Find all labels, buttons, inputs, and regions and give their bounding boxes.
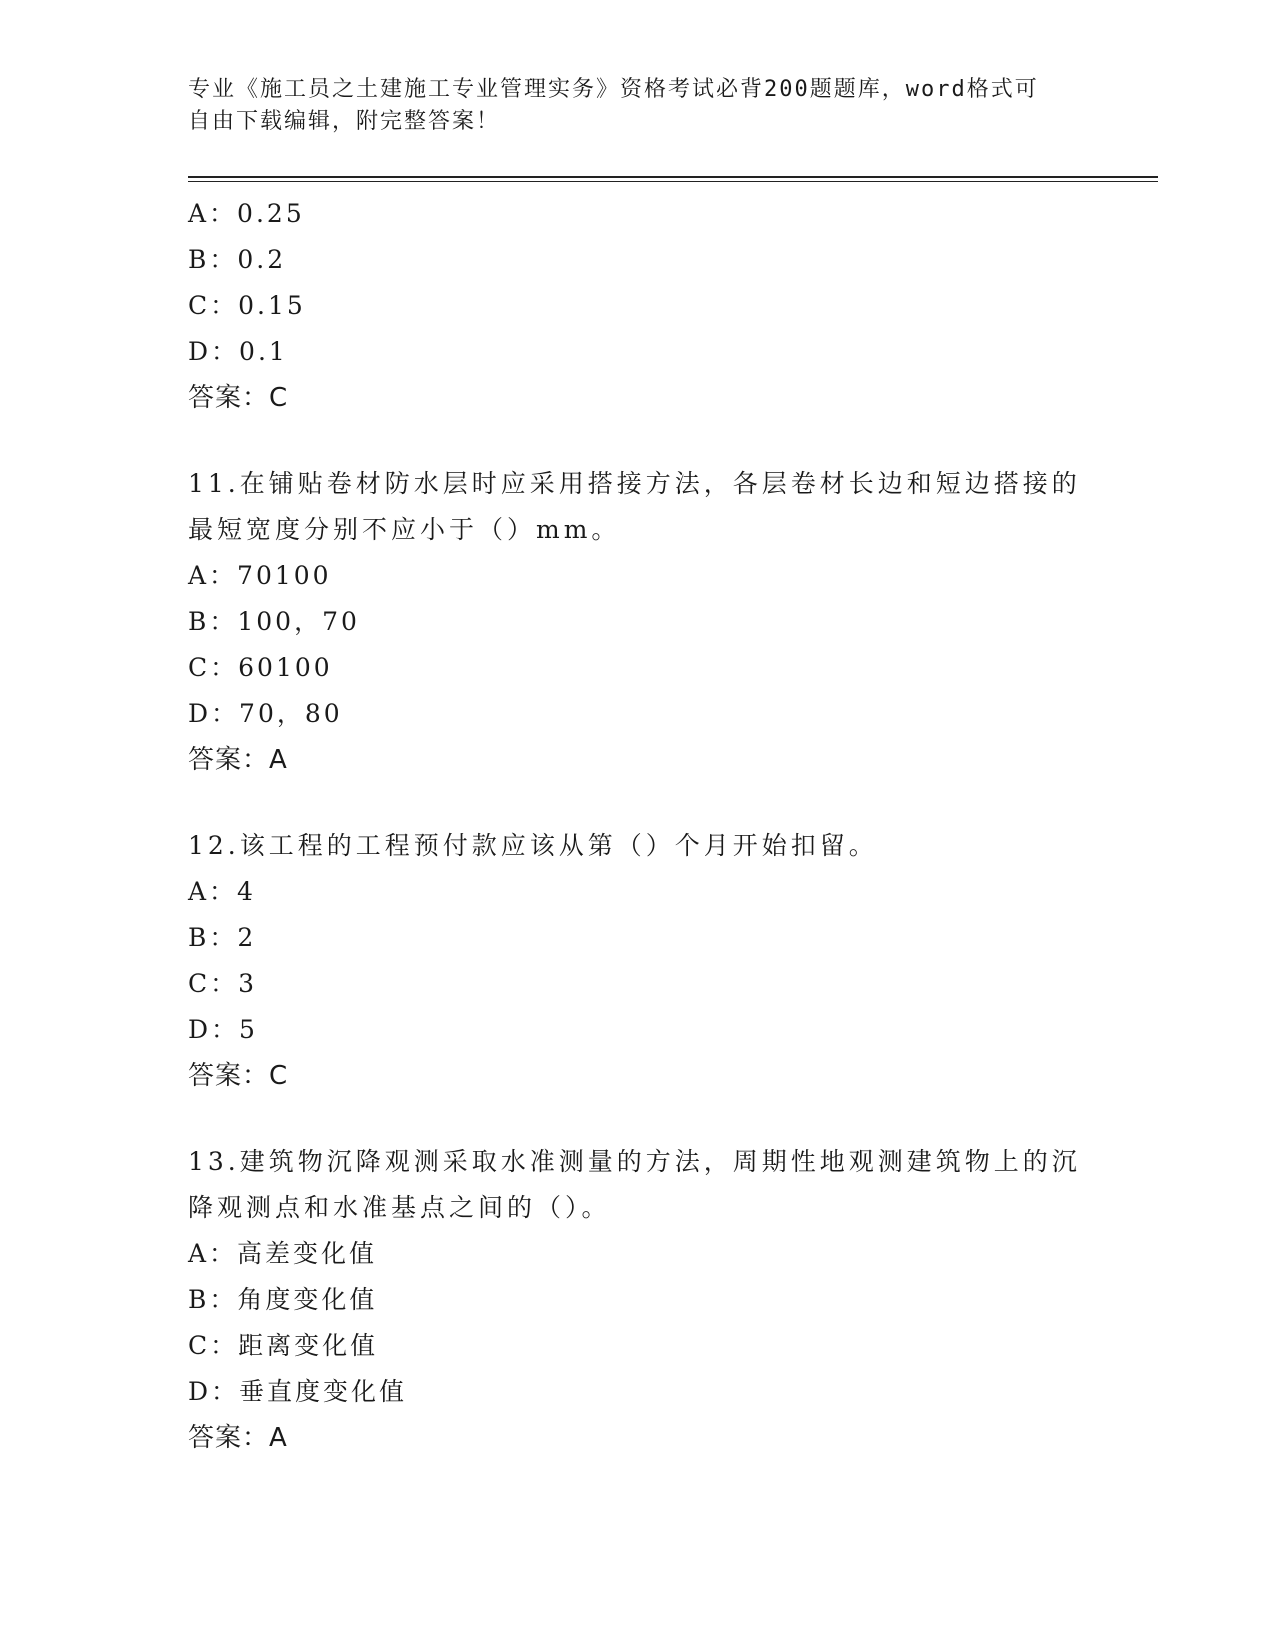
option-d: D：5 bbox=[188, 1015, 258, 1044]
question-13 bbox=[188, 1139, 1108, 1461]
option-d: D：70，80 bbox=[188, 699, 343, 728]
question-11 bbox=[188, 461, 1108, 783]
option-c: C：0.15 bbox=[188, 291, 306, 320]
document-header bbox=[188, 74, 1088, 138]
option-a: A：0.25 bbox=[188, 199, 305, 228]
question-text-line-2: 降观测点和水准基点之间的（）。 bbox=[188, 1193, 611, 1222]
header-divider bbox=[188, 176, 1158, 182]
question-list bbox=[188, 191, 1108, 1461]
option-b: B：0.2 bbox=[188, 245, 287, 274]
answer-line: 答案：C bbox=[188, 1061, 289, 1091]
header-line-1: 专业《施工员之土建施工专业管理实务》资格考试必背200题题库，word格式可 bbox=[188, 77, 1039, 102]
option-a: A：4 bbox=[188, 877, 256, 906]
option-c: C：距离变化值 bbox=[188, 1331, 379, 1360]
answer-line: 答案：A bbox=[188, 1423, 288, 1453]
option-b: B：2 bbox=[188, 923, 257, 952]
option-c: C：3 bbox=[188, 969, 258, 998]
question-12 bbox=[188, 823, 1108, 1099]
option-b: B：100，70 bbox=[188, 607, 360, 636]
option-d: D：垂直度变化值 bbox=[188, 1377, 408, 1406]
answer-line: 答案：C bbox=[188, 383, 289, 413]
option-c: C：60100 bbox=[188, 653, 333, 682]
question-text-line-1: 12.该工程的工程预付款应该从第（）个月开始扣留。 bbox=[188, 831, 878, 860]
question-text-line-1: 11.在铺贴卷材防水层时应采用搭接方法，各层卷材长边和短边搭接的 bbox=[188, 469, 1081, 498]
question-10 bbox=[188, 191, 1108, 421]
option-d: D：0.1 bbox=[188, 337, 288, 366]
option-a: A：70100 bbox=[188, 561, 332, 590]
question-text-line-1: 13.建筑物沉降观测采取水准测量的方法，周期性地观测建筑物上的沉 bbox=[188, 1147, 1081, 1176]
answer-line: 答案：A bbox=[188, 745, 288, 775]
question-text-line-2: 最短宽度分别不应小于（）mm。 bbox=[188, 515, 621, 544]
header-line-2: 自由下载编辑，附完整答案！ bbox=[188, 109, 501, 134]
option-a: A：高差变化值 bbox=[188, 1239, 378, 1268]
option-b: B：角度变化值 bbox=[188, 1285, 378, 1314]
